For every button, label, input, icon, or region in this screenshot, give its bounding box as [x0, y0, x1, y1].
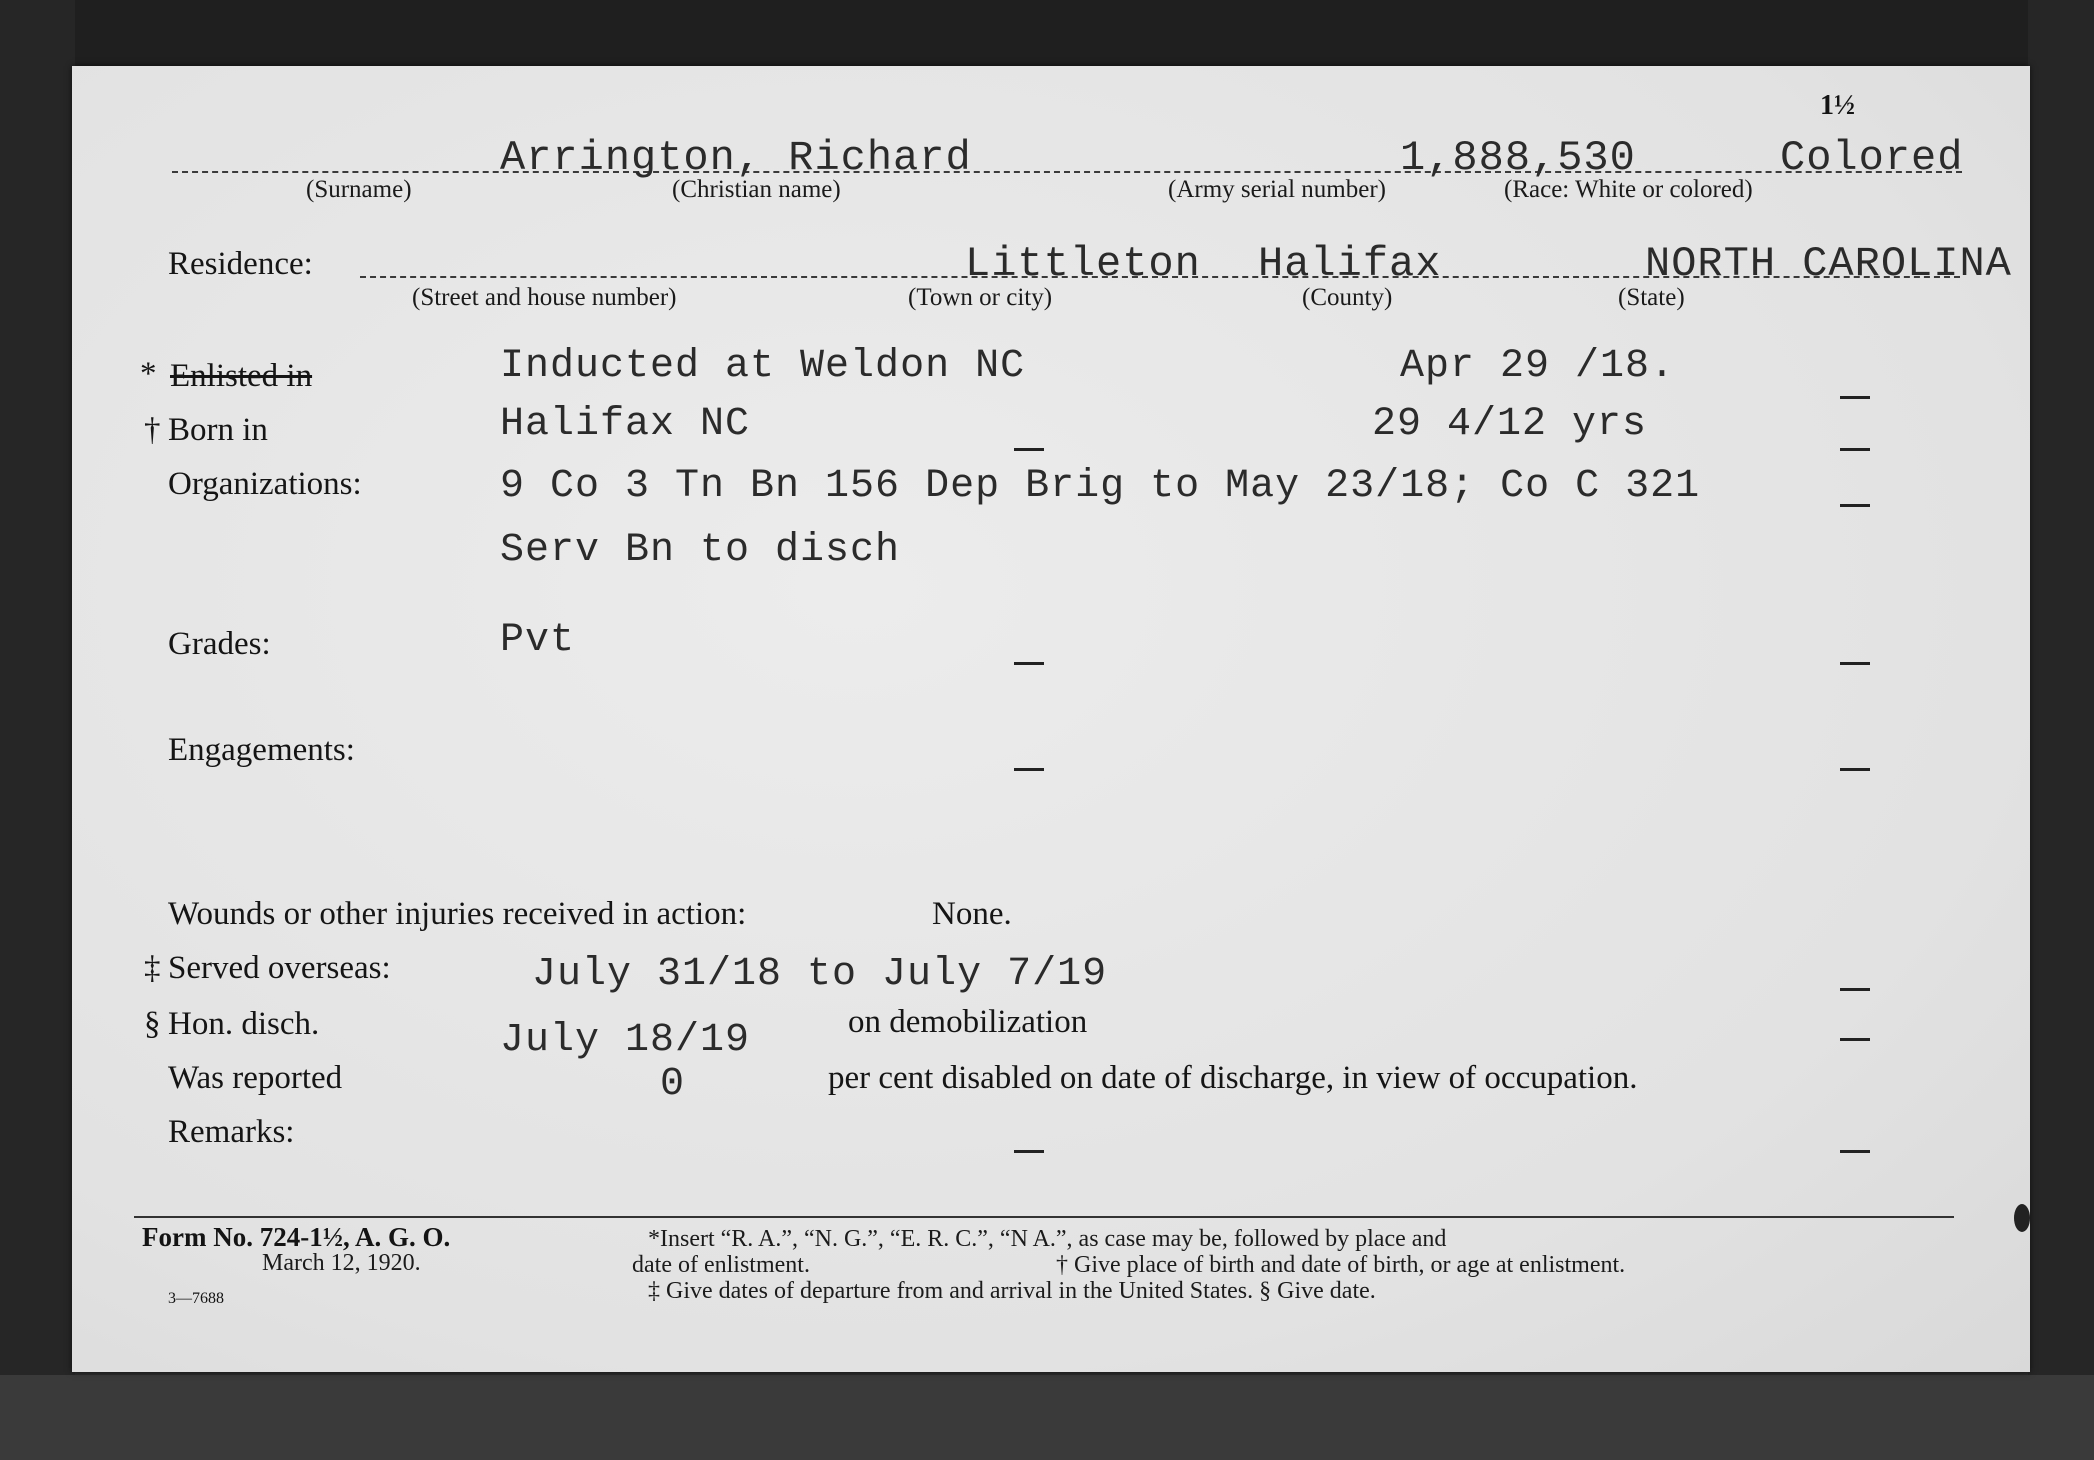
- race-caption: (Race: White or colored): [1504, 176, 1753, 203]
- town-caption: (Town or city): [908, 284, 1053, 311]
- footnote-line-3: ‡ Give dates of departure from and arrival in the United States. § Give date.: [648, 1278, 1376, 1304]
- organization-line-1: 9 Co 3 Tn Bn 156 Dep Brig to May 23/18; Co C 321: [500, 464, 1701, 509]
- form-number: Form No. 724-1½, A. G. O.: [142, 1222, 451, 1252]
- scan-background-left: [0, 0, 75, 1460]
- footer-rule: [134, 1216, 1954, 1218]
- scan-background-bottom: [0, 1375, 2094, 1460]
- disabled-percent-value: 0: [660, 1062, 686, 1107]
- name-dotted-line: [172, 171, 1962, 173]
- organizations-label: Organizations:: [168, 466, 362, 502]
- state-caption: (State): [1618, 284, 1685, 311]
- born-mid-dash: [1014, 448, 1044, 451]
- born-label: Born in: [168, 412, 268, 448]
- served-mark: ‡: [144, 950, 161, 986]
- scan-background-top: [0, 0, 2094, 70]
- remarks-end-dash: [1840, 1150, 1870, 1153]
- footnote-line-2b: † Give place of birth and date of birth, or age at enlistment.: [1056, 1252, 1626, 1278]
- enlisted-place-value: Inducted at Weldon NC: [500, 344, 1026, 389]
- christian-name-caption: (Christian name): [672, 176, 841, 203]
- town-value: Littleton: [965, 240, 1201, 288]
- surname-caption: (Surname): [306, 176, 412, 203]
- race-value: Colored: [1780, 134, 1964, 182]
- grades-label: Grades:: [168, 626, 271, 662]
- footnote-line-1: *Insert “R. A.”, “N. G.”, “E. R. C.”, “N A.”, as case may be, followed by place and: [648, 1226, 1447, 1252]
- born-place-value: Halifax NC: [500, 402, 751, 447]
- county-value: Halifax: [1258, 240, 1442, 288]
- organizations-end-dash: [1840, 504, 1870, 507]
- engagements-end-dash: [1840, 768, 1870, 771]
- county-caption: (County): [1302, 284, 1393, 311]
- grades-end-dash: [1840, 662, 1870, 665]
- grades-mid-dash: [1014, 662, 1044, 665]
- honorable-discharge-label: Hon. disch.: [168, 1006, 320, 1042]
- print-code: 3—7688: [168, 1290, 224, 1307]
- street-caption: (Street and house number): [412, 284, 677, 311]
- remarks-mid-dash: [1014, 1150, 1044, 1153]
- enlisted-end-dash: [1840, 396, 1870, 399]
- engagements-mid-dash: [1014, 768, 1044, 771]
- enlisted-label: Enlisted in: [170, 358, 313, 394]
- service-record-card: [72, 66, 2030, 1372]
- footnote-line-2a: date of enlistment.: [632, 1252, 810, 1278]
- discharge-end-dash: [1840, 1038, 1870, 1041]
- form-date: March 12, 1920.: [262, 1250, 421, 1276]
- serial-number-value: 1,888,530: [1400, 134, 1636, 182]
- enlisted-mark: *: [140, 356, 157, 392]
- card-number: 1½: [1820, 90, 1855, 121]
- born-age-value: 29 4/12 yrs: [1372, 402, 1648, 447]
- surname-christian-name-value: Arrington, Richard: [500, 134, 972, 182]
- engagements-label: Engagements:: [168, 732, 355, 768]
- discharge-date-value: July 18/19: [500, 1018, 751, 1063]
- disabled-text: per cent disabled on date of discharge, in view of occupation.: [828, 1060, 1638, 1096]
- born-mark: †: [144, 412, 161, 448]
- discharge-mark: §: [144, 1006, 161, 1042]
- remarks-label: Remarks:: [168, 1114, 295, 1150]
- wounds-value: None.: [932, 896, 1012, 932]
- served-end-dash: [1840, 988, 1870, 991]
- born-end-dash: [1840, 448, 1870, 451]
- enlisted-date-value: Apr 29 /18.: [1400, 344, 1676, 389]
- binder-hole: [2014, 1204, 2030, 1232]
- state-value: NORTH CAROLINA: [1645, 240, 2012, 288]
- discharge-note: on demobilization: [848, 1004, 1088, 1040]
- organization-line-2: Serv Bn to disch: [500, 528, 901, 573]
- served-overseas-value: July 31/18 to July 7/19: [532, 952, 1108, 997]
- was-reported-label: Was reported: [168, 1060, 343, 1096]
- scan-background-right: [2028, 0, 2094, 1460]
- wounds-label: Wounds or other injuries received in action:: [168, 896, 747, 932]
- residence-label: Residence:: [168, 246, 313, 282]
- served-overseas-label: Served overseas:: [168, 950, 391, 986]
- serial-caption: (Army serial number): [1168, 176, 1386, 203]
- grade-value: Pvt: [500, 618, 576, 663]
